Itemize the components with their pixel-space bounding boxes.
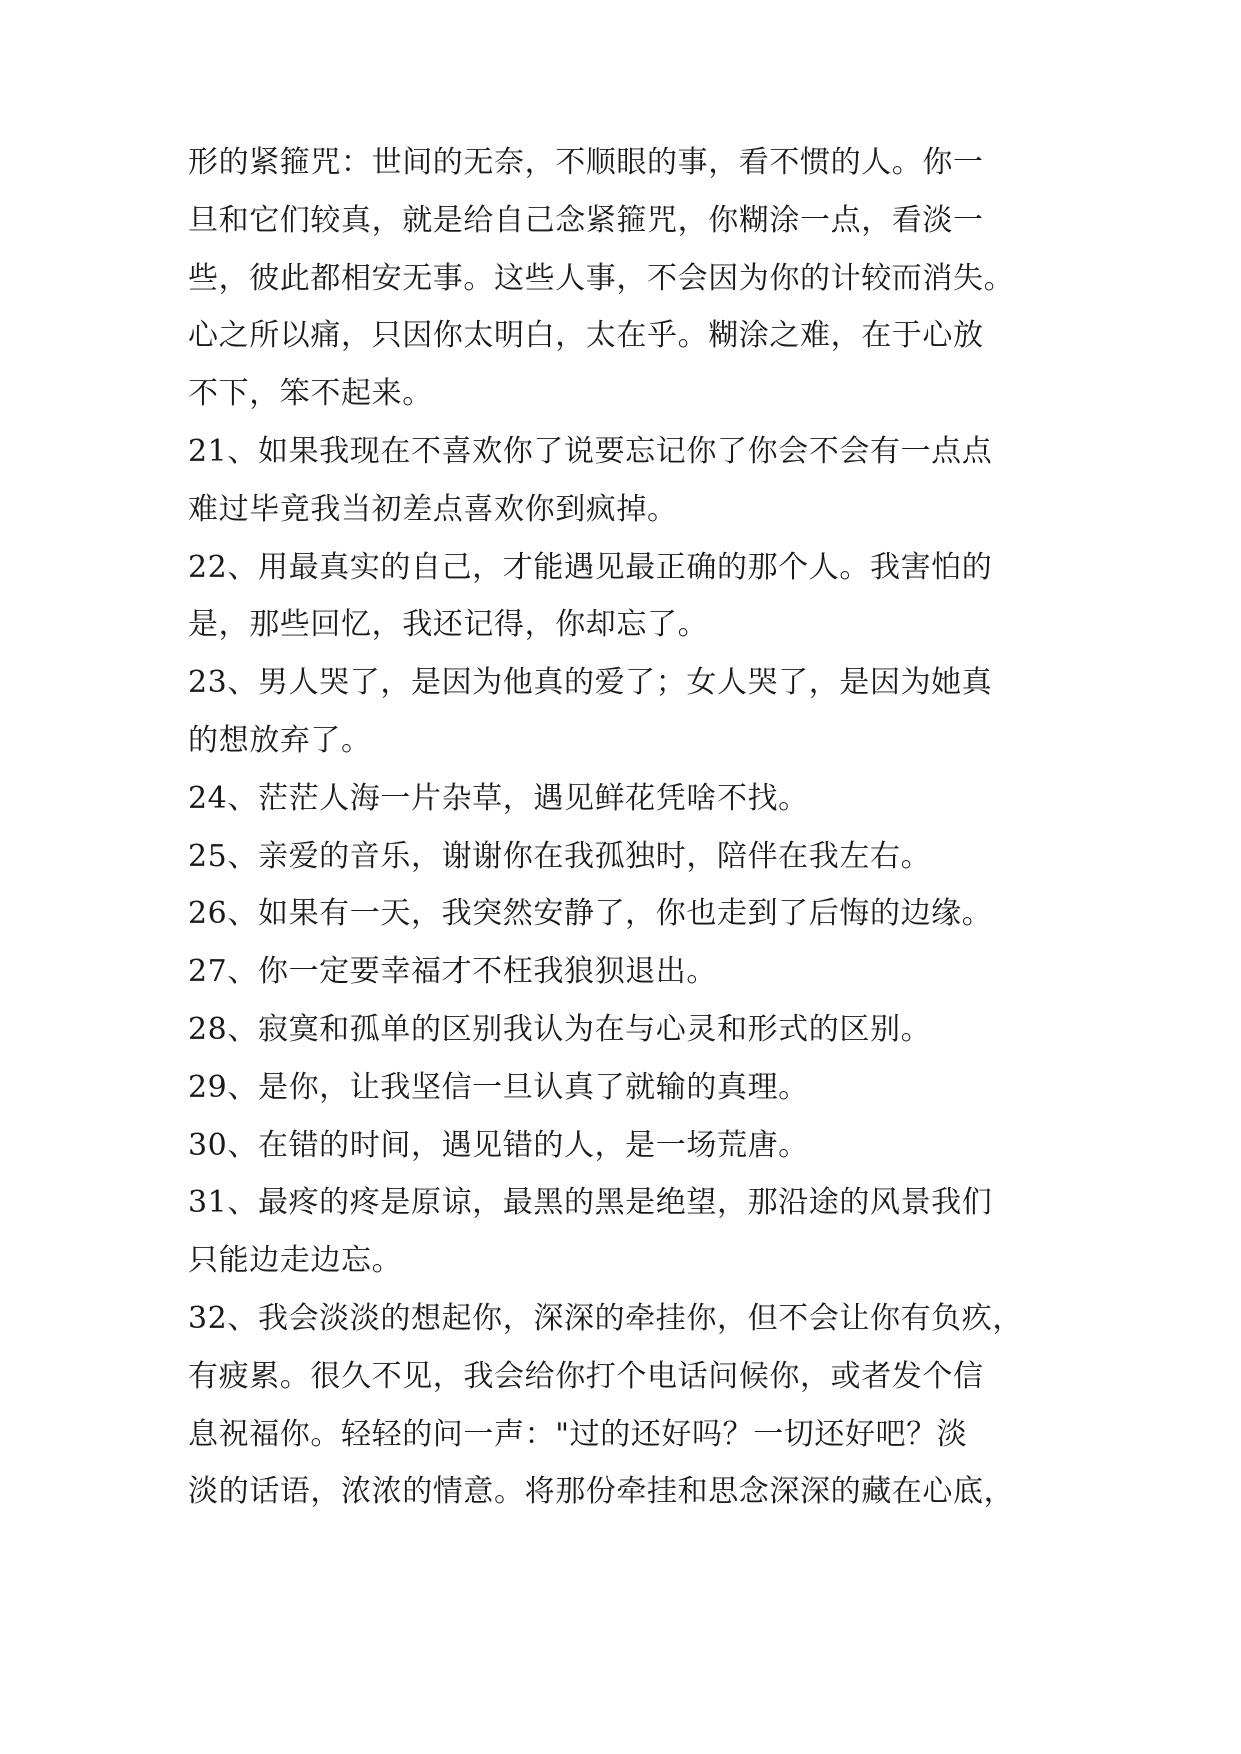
text-line: 心之所以痛，只因你太明白，太在乎。糊涂之难，在于心放 [188, 318, 984, 354]
text-line: 32、我会淡淡的想起你，深深的牵挂你，但不会让你有负疚， [188, 1300, 1023, 1336]
text-line: 25、亲爱的音乐，谢谢你在我孤独时，陪伴在我左右。 [188, 838, 932, 874]
text-line: 难过毕竟我当初差点喜欢你到疯掉。 [188, 491, 678, 527]
text-line: 30、在错的时间，遇见错的人，是一场荒唐。 [188, 1127, 809, 1163]
text-line: 的想放弃了。 [188, 722, 372, 758]
text-line: 旦和它们较真，就是给自己念紧箍咒，你糊涂一点，看淡一 [188, 202, 984, 238]
text-line: 28、寂寞和孤单的区别我认为在与心灵和形式的区别。 [188, 1011, 932, 1047]
text-line: 21、如果我现在不喜欢你了说要忘记你了你会不会有一点点 [188, 433, 993, 469]
text-line: 31、最疼的疼是原谅，最黑的黑是绝望，那沿途的风景我们 [188, 1185, 993, 1221]
text-line: 23、男人哭了，是因为他真的爱了；女人哭了，是因为她真 [188, 665, 993, 701]
text-line: 22、用最真实的自己，才能遇见最正确的那个人。我害怕的 [188, 549, 993, 585]
body-text [188, 134, 1088, 1521]
text-line: 些，彼此都相安无事。这些人事，不会因为你的计较而消失。 [188, 260, 1015, 296]
text-line: 是，那些回忆，我还记得，你却忘了。 [188, 607, 709, 643]
text-line: 有疲累。很久不见，我会给你打个电话问候你，或者发个信 [188, 1358, 984, 1394]
text-line: 不下，笨不起来。 [188, 376, 433, 412]
text-line: 淡的话语，浓浓的情意。将那份牵挂和思念深深的藏在心底， [188, 1474, 1015, 1510]
text-line: 27、你一定要幸福才不枉我狼狈退出。 [188, 954, 717, 990]
text-line: 只能边走边忘。 [188, 1243, 403, 1279]
text-line: 26、如果有一天，我突然安静了，你也走到了后悔的边缘。 [188, 896, 993, 932]
text-line: 24、茫茫人海一片杂草，遇见鲜花凭啥不找。 [188, 780, 809, 816]
text-line: 29、是你，让我坚信一旦认真了就输的真理。 [188, 1069, 809, 1105]
text-line: 息祝福你。轻轻的问一声："过的还好吗？一切还好吧？淡 [188, 1416, 968, 1452]
text-line: 形的紧箍咒：世间的无奈，不顺眼的事，看不惯的人。你一 [188, 145, 984, 180]
